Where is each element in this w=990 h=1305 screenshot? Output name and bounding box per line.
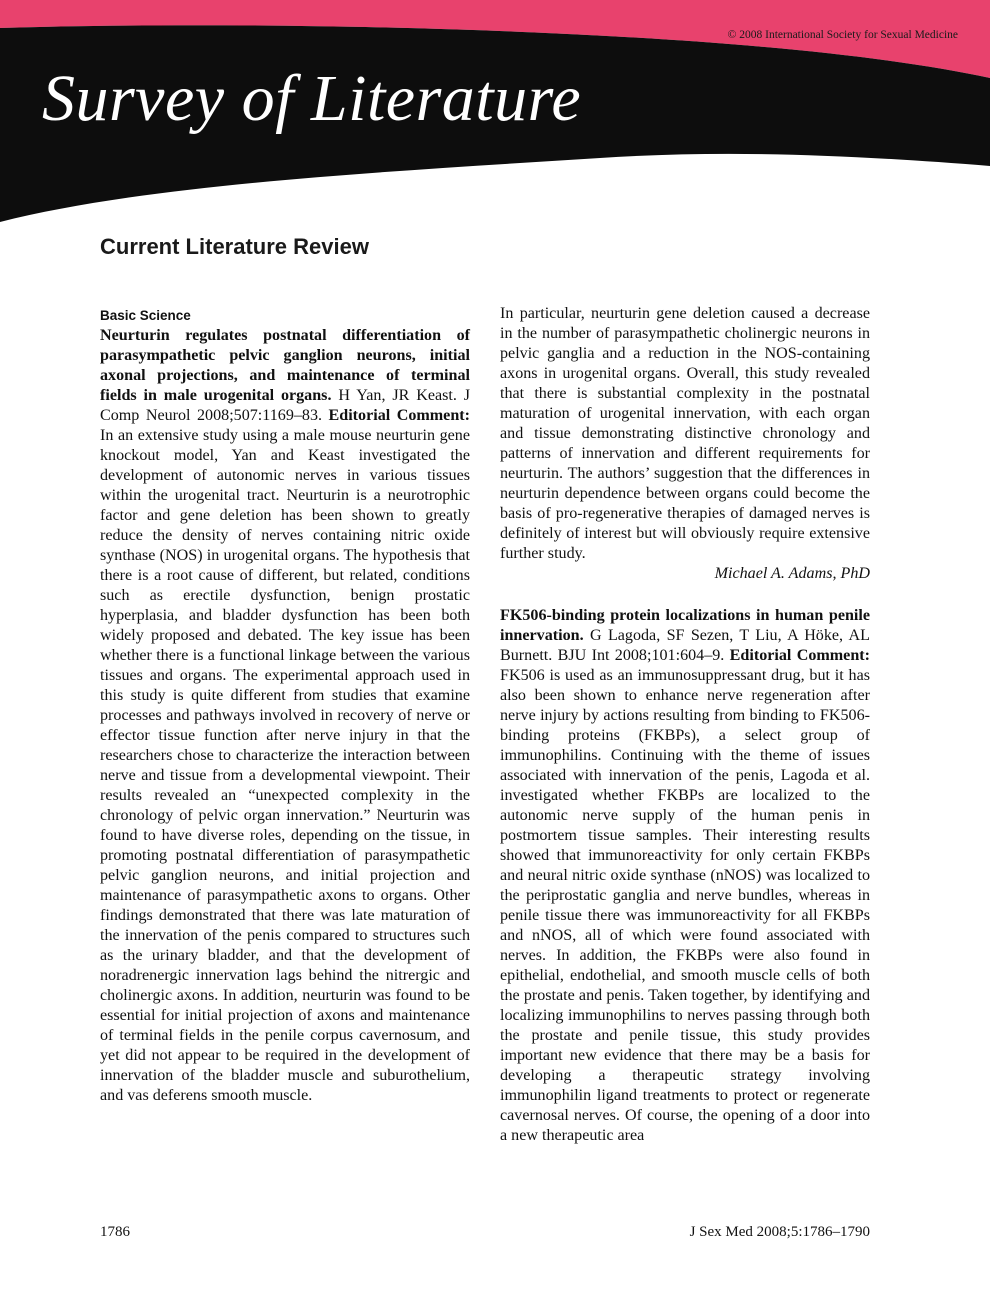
article1-signature: Michael A. Adams, PhD [714,565,870,582]
right-column [500,304,870,1146]
article1-title: Neurturin regulates postnatal differentiation of parasympathetic pelvic ganglion neurons, initial axonal projections, and maintenance of terminal fields in male urogenital organs. [100,327,470,404]
article2-paragraph [500,606,870,1146]
journal-citation: J Sex Med 2008;5:1786–1790 [689,1224,870,1240]
article2-citation: G Lagoda, SF Sezen, T Liu, A Höke, AL Burnett. BJU Int 2008;101:604–9. [500,627,870,664]
copyright-notice: © 2008 International Society for Sexual Medicine [727,29,958,41]
category-heading: Basic Science [100,308,191,323]
left-column [100,304,470,1106]
article1-paragraph [100,326,470,1106]
article1-body-part2: In particular, neurturin gene deletion caused a decrease in the number of parasympathetic cholinergic neurons in pelvic ganglia and a reduction in the NOS-containing axons in urogenital organs. Overall, this study revealed that there is substantial complexity in the postnatal maturation of urogenital innervation, with each organ and tissue demonstrating distinctive chronology and patterns of innervation and different requirements for neurturin. The authors’ suggestion that the differences in neurturin dependence between organs could become the basis of pro-regenerative therapies of damaged nerves is definitely of interest but will obviously require extensive further study. [500,305,870,562]
page-number: 1786 [100,1224,130,1240]
article1-citation: H Yan, JR Keast. J Comp Neurol 2008;507:1169–83. [100,387,470,424]
page-title: Current Literature Review [100,234,369,259]
article2-body: FK506 is used as an immunosuppressant drug, but it has also been shown to enhance nerve regeneration after nerve injury by actions resulting from binding to FK506-binding proteins (FKBPs), a select group of immunophilins. Continuing with the theme of issues associated with innervation of the penis, Lagoda et al. investigated whether FKBPs are localized to the autonomic nerve supply of the human penis in postmortem tissue samples. Their interesting results showed that immunoreactivity for only certain FKBPs and neural nitric oxide synthase (nNOS) was localized to the periprostatic ganglia and nerve bundles, whereas in penile tissue there was immunoreactivity for all FKBPs and nNOS, all of which were found associated with nerves. In addition, the FKBPs were also found in epithelial, endothelial, and smooth muscle cells of both the prostate and penis. Taken together, by identifying and localizing immunophilins to nerves passing through both the prostate and penile tissue, this study provides important new evidence that there may be a basis for developing a therapeutic strategy involving immunophilin ligand treatments to protect or regenerate cavernosal nerves. Of course, the opening of a door into a new therapeutic area [500,667,870,1144]
article1-body-part1: In an extensive study using a male mouse neurturin gene knockout model, Yan and Keast investigated the development of autonomic nerves in various tissues within the urogenital tract. Neurturin is a neurotrophic factor and gene deletion has been shown to greatly reduce the density of nerves containing nitric oxide synthase (NOS) in urogenital organs. The hypothesis that there is a root cause of different, but related, conditions such as erectile dysfunction, benign prostatic hyperplasia, and bladder dysfunction has been both widely proposed and debated. The key issue has been whether there is a functional linkage between the various tissues and organs. The experimental approach used in this study is quite different from studies that examine processes and pathways involved in recovery of nerve or effector tissue function after nerve injury in that the researchers chose to characterize the interaction between nerve and tissue from a developmental viewpoint. Their results revealed an “unexpected complexity in the chronology of pelvic organ innervation.” Neurturin was found to have diverse roles, depending on the tissue, in promoting postnatal differentiation of parasympathetic pelvic ganglion neurons, and initial projection and maintenance of parasympathetic axons to organs. Other findings demonstrated that there was late maturation of the innervation of the penis compared to structures such as the urinary bladder, and that the development of noradrenergic innervation lags behind the nitrergic and cholinergic axons. In addition, neurturin was found to be essential for initial projection of axons and maintenance of terminal fields in the penile corpus cavernosum, and yet did not appear to be required in the development of innervation of the bladder muscle and suburothelium, and vas deferens smooth muscle. [100,427,470,1104]
article1-editorial-label: Editorial Comment: [328,407,470,424]
journal-section-title: Survey of Literature [42,62,582,135]
article2-title: FK506-binding protein localizations in human penile innervation. [500,607,870,644]
article2-editorial-label: Editorial Comment: [729,647,870,664]
